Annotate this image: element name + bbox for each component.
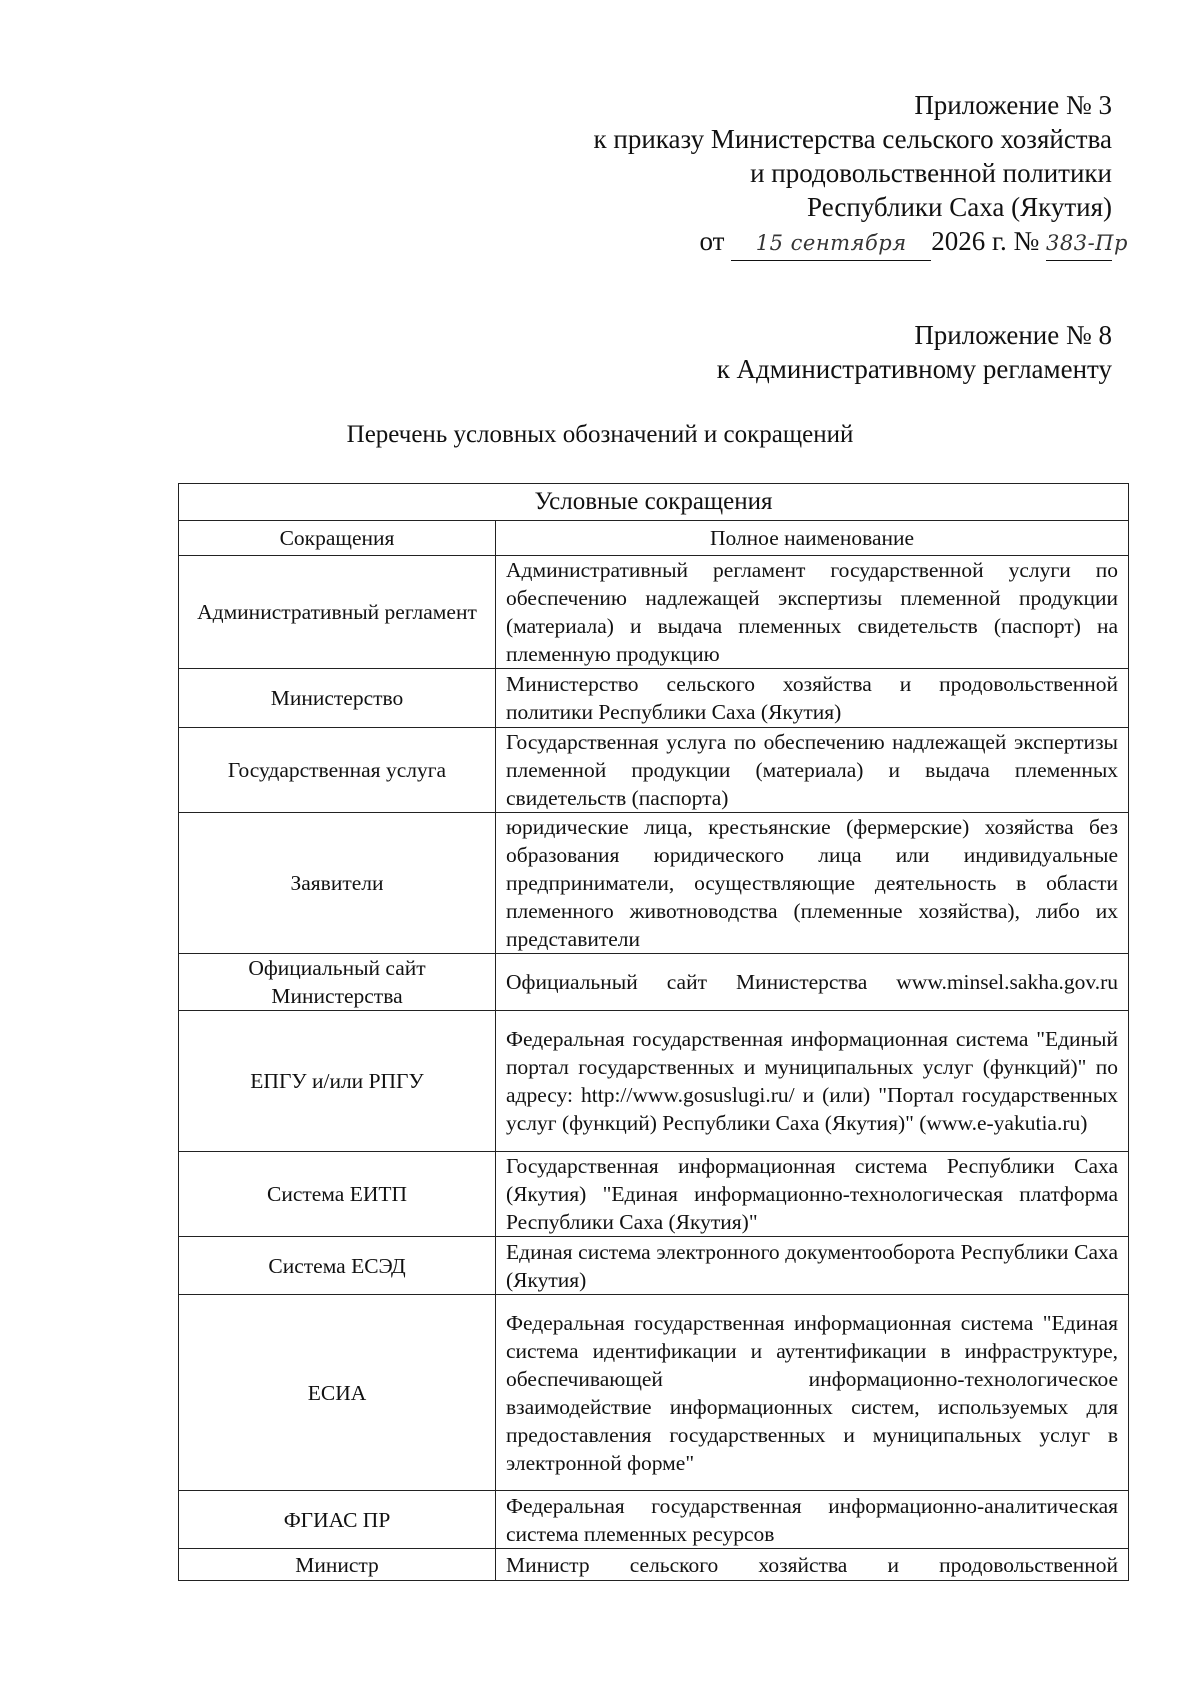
abbr-definition: юридические лица, крестьянские (фермерские) хозяйства без образования юридического лица или индивидуальные предприниматели, осуществляющие деятельность в области племенного животноводства (племенные хозяйства), либо их представители — [496, 813, 1129, 954]
appendix-header — [717, 318, 1112, 386]
header-line: к приказу Министерства сельского хозяйства — [593, 124, 1112, 154]
abbr-term: Система ЕСЭД — [179, 1237, 496, 1295]
table-row — [179, 1295, 1129, 1491]
table-header-row — [179, 521, 1129, 556]
column-header-full: Полное наименование — [496, 521, 1129, 556]
abbr-definition: Официальный сайт Министерства www.minsel.sakha.gov.ru — [496, 954, 1129, 1011]
abbr-definition: Федеральная государственная информационно-аналитическая система племенных ресурсов — [496, 1491, 1129, 1549]
abbr-term: Министерство — [179, 669, 496, 728]
header-line: Республики Саха (Якутия) — [807, 192, 1112, 222]
appendix-line: Приложение № 8 — [914, 320, 1112, 350]
document-title: Перечень условных обозначений и сокращений — [346, 421, 854, 448]
table-row — [179, 728, 1129, 813]
abbr-term: Административный регламент — [179, 556, 496, 669]
table-row — [179, 1549, 1129, 1581]
abbr-term: ЕПГУ и/или РПГУ — [179, 1011, 496, 1152]
appendix-line: к Административному регламенту — [716, 354, 1112, 384]
table-row — [179, 954, 1129, 1011]
table-row — [179, 556, 1129, 669]
order-header — [593, 88, 1128, 261]
abbr-definition: Федеральная государственная информационная система "Единая система идентификации и аутентификации в инфраструктуре, обеспечивающей информационно-технологическое взаимодействие информационных систем, используемых для предоставления государственных и муниципальных услуг в электронной форме" — [496, 1295, 1129, 1491]
abbr-term: Система ЕИТП — [179, 1152, 496, 1237]
abbr-term: Официальный сайт Министерства — [179, 954, 496, 1011]
table-row — [179, 1237, 1129, 1295]
order-date-line — [594, 224, 1128, 261]
table-caption-row — [179, 484, 1129, 521]
abbr-term: Государственная услуга — [179, 728, 496, 813]
abbr-definition: Министерство сельского хозяйства и продовольственной политики Республики Саха (Якутия) — [496, 669, 1129, 728]
abbr-term: ФГИАС ПР — [179, 1491, 496, 1549]
abbr-definition: Единая система электронного документооборота Республики Саха (Якутия) — [496, 1237, 1129, 1295]
table-row — [179, 1011, 1129, 1152]
year-text: 2026 г. № — [931, 226, 1040, 256]
abbr-term: ЕСИА — [179, 1295, 496, 1491]
table-row — [179, 1152, 1129, 1237]
handwritten-number: 383-Пр — [1046, 226, 1112, 261]
table-row — [179, 813, 1129, 954]
abbr-definition: Административный регламент государственной услуги по обеспечению надлежащей экспертизы племенной продукции (материала) и выдача племенных свидетельств (паспорт) на племенную продукцию — [496, 556, 1129, 669]
table-row — [179, 669, 1129, 728]
column-header-abbr: Сокращения — [179, 521, 496, 556]
abbr-term: Заявители — [179, 813, 496, 954]
abbr-definition: Министр сельского хозяйства и продовольственной — [496, 1549, 1129, 1581]
abbr-definition: Государственная услуга по обеспечению надлежащей экспертизы племенной продукции (материала) и выдача племенных свидетельств (паспорта) — [496, 728, 1129, 813]
table-row — [179, 1491, 1129, 1549]
header-line: и продовольственной политики — [750, 158, 1112, 188]
date-prefix: от — [699, 226, 725, 256]
table-caption: Условные сокращения — [179, 484, 1129, 521]
header-line: Приложение № 3 — [914, 90, 1112, 120]
abbreviations-table — [178, 483, 1129, 1581]
abbr-definition: Государственная информационная система Республики Саха (Якутия) "Единая информационно-технологическая платформа Республики Саха (Якутия)" — [496, 1152, 1129, 1237]
handwritten-date: 15 сентября — [731, 226, 931, 261]
abbr-term: Министр — [179, 1549, 496, 1581]
abbr-definition: Федеральная государственная информационная система "Единый портал государственных и муниципальных услуг (функций)" по адресу: http://www.gosuslugi.ru/ и (или) "Портал государственных услуг (функций) Республики Саха (Якутия)" (www.e-yakutia.ru) — [496, 1011, 1129, 1152]
